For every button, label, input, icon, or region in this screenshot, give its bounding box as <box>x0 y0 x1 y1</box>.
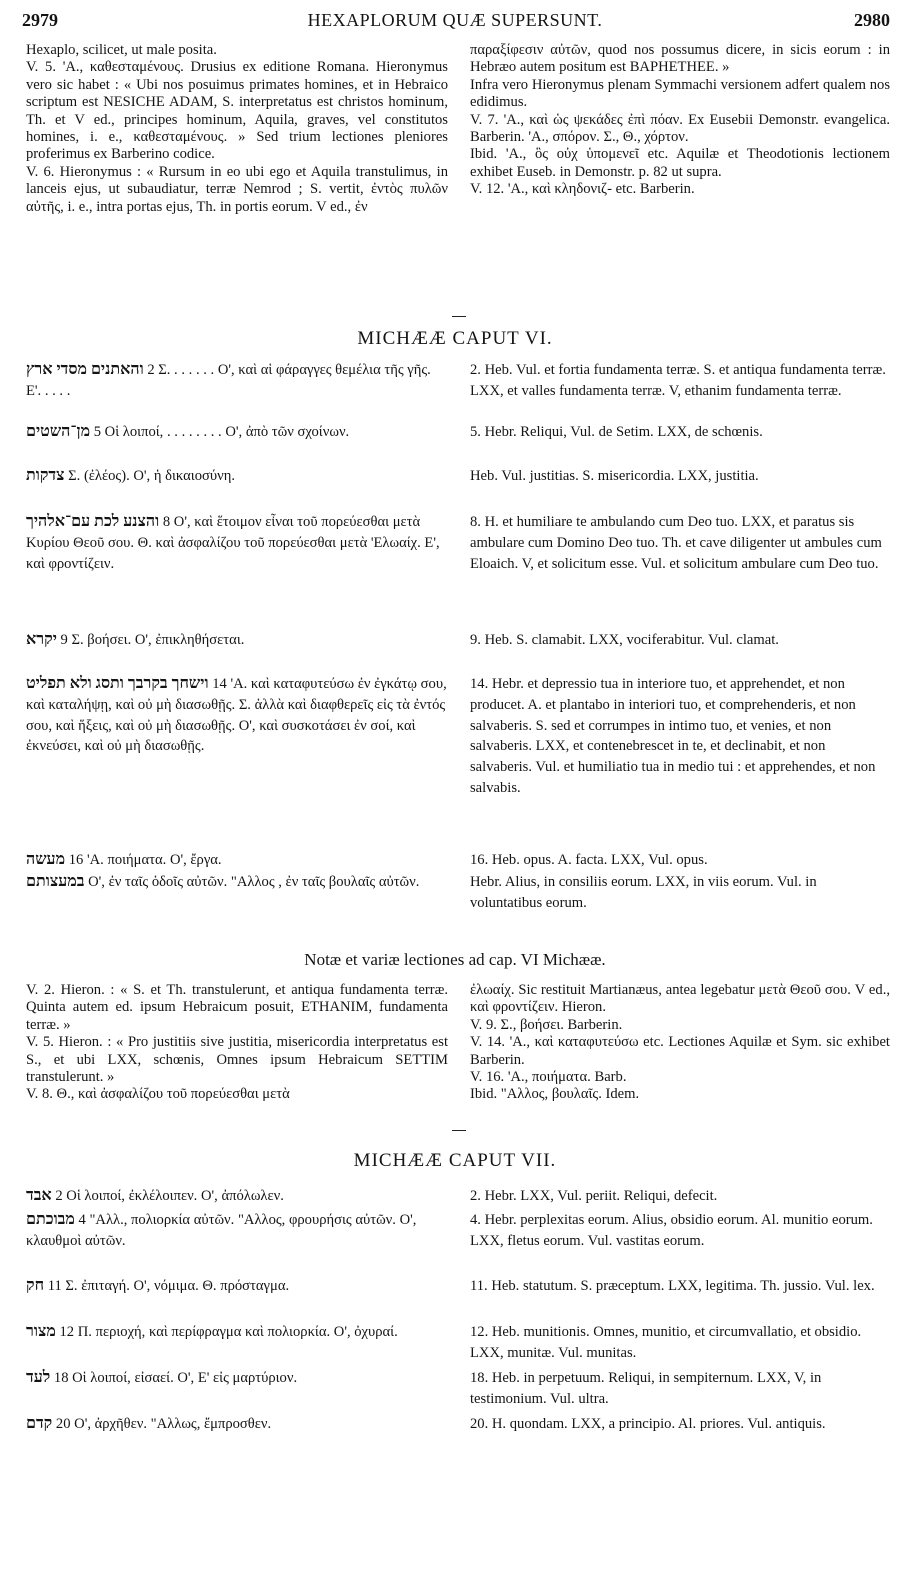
top-notes-right-column <box>470 42 890 199</box>
note-paragraph: V. 8. Θ., καὶ ἀσφαλίζου τοῦ πορεύεσθαι μετὰ <box>26 1086 290 1103</box>
latin-translation: 4. Hebr. perplexitas eorum. Alius, obsidio eorum. Al. munitio eorum. LXX, fletus eorum. Vul. vastitas eorum. <box>470 1212 873 1249</box>
entry-left <box>26 466 448 512</box>
separator-rule <box>452 316 466 317</box>
entry-left: והאתנים מסדי ארץ 2 Σ. . . . . . . O', καὶ αἱ φάραγγες θεμέλια τῆς γῆς. E'. . . . . <box>26 361 431 399</box>
page-number-left: 2979 <box>22 10 58 30</box>
greek-versions: Σ. βοήσει. O', ἐπικληθήσεται. <box>71 632 245 648</box>
note-paragraph: Ibid. 'A., ὃς οὐχ ὑπομενεῖ etc. Aquilæ et Theodotionis lectionem exhibet Euseb. in Demonstr. p. 82 ut supra. <box>470 146 890 180</box>
greek-versions: Π. περιοχή, καὶ περίφραγμα καὶ πολιορκία. O', ὀχυραί. <box>77 1324 398 1340</box>
entry-left: יקרא 9 Σ. βοήσει. O', ἐπικληθήσεται. <box>26 631 245 648</box>
entry-left: וישחך בקרבך ותסג ולא תפליט 14 'A. καὶ καταφυτεύσω ἐν ἐγκάτῳ σου, καὶ καταλήψῃ, καὶ οὐ μὴ διασωθῇς. Σ. ἀλλὰ καὶ διαφθερεῖς εἰς τὰ ἐντός σου, καὶ ἥξεις, καὶ οὐ μὴ διασωθῇς. O', καὶ συσκοτάσει ἐν σοί, καὶ ἐκνεύσει, καὶ οὐ μὴ διασωθῇς. <box>26 675 447 755</box>
hebrew-lemma: והצנע לכת עם־אלהיך <box>26 513 160 530</box>
note-paragraph: ἐλωαίχ. Sic restituit Martianæus, antea legebatur μετὰ Θεοῦ σου. V ed., καὶ φροντίζειν. Hieron. <box>470 982 890 1016</box>
note-paragraph: V. 7. 'A., καὶ ὡς ψεκάδες ἐπὶ πόαν. Ex Eusebii Demonstr. evangelica. Barberin. 'A., σπόρον. Σ., Θ., χόρτον. <box>470 111 890 146</box>
latin-translation: 11. Heb. statutum. S. præceptum. LXX, legitima. Th. jussio. Vul. lex. <box>470 1278 875 1294</box>
latin-translation: 9. Heb. S. clamabit. LXX, vociferabitur. Vul. clamat. <box>470 632 779 648</box>
notes-heading: Notæ et variæ lectiones ad cap. VI Michææ. <box>304 950 606 969</box>
note-paragraph: V. 14. 'A., καὶ καταφυτεύσω etc. Lectiones Aquilæ et Sym. sic exhibet Barberin. <box>470 1034 890 1068</box>
greek-versions: O', καὶ ἕτοιμον εἶναι τοῦ πορεύεσθαι μετὰ Κυρίου Θεοῦ σου. Θ. καὶ ἀσφαλίζου τοῦ πορεύεσθαι μετὰ 'Ελωαίχ. E', καὶ φροντίζειν. <box>26 514 440 572</box>
notes-6-left-column <box>26 982 448 1104</box>
note-paragraph: V. 6. Hieronymus : « Rursum in eo ubi ego et Aquila transtulimus, in lanceis ejus, ut subaudiatur, terræ Nemrod ; S. vertit, ἐντὸς πυλῶν αὐτῆς, i. e., intra portas ejus, Th. in portis eorum. V ed., ἐν <box>26 163 448 215</box>
note-paragraph: V. 5. Hieron. : « Pro justitiis sive justitia, misericordia interpretatus est S., et ubi LXX, schœnis, Omnes ipsum Hebraicum SETTIM transtulerunt. » <box>26 1034 448 1086</box>
running-header <box>18 4 892 34</box>
hebrew-lemma: מן־השטים <box>26 423 91 440</box>
note-paragraph: παραξίφεσιν αὐτῶν, quod nos possumus dicere, in sicis eorum : in Hebræo autem positum est BAPHETHEE. » <box>470 42 890 76</box>
hebrew-lemma: והאתנים מסדי ארץ <box>26 361 144 378</box>
greek-versions: O', ἀρχῆθεν. "Aλλως, ἔμπροσθεν. <box>74 1416 272 1432</box>
note-paragraph: Ibid. "Aλλος, βουλαῖς. Idem. <box>470 1086 640 1103</box>
chapter-7-left-entries <box>26 1186 448 1460</box>
hebrew-lemma: קדם <box>26 1415 53 1432</box>
entry-left: חק 11 Σ. ἐπιταγή. O', νόμιμα. Θ. πρόσταγμα. <box>26 1277 290 1294</box>
latin-translation: 16. Heb. opus. A. facta. LXX, Vul. opus. <box>470 852 708 868</box>
entry-left: מן־השטים 5 Oἱ λοιποί, . . . . . . . . O', ἀπὸ τῶν σχοίνων. <box>26 423 350 440</box>
chapter-heading: MICHÆÆ CAPUT VI. <box>357 328 553 349</box>
greek-versions: Oἱ λοιποί, εἰσαεί. O', E' εἰς μαρτύριον. <box>72 1370 298 1386</box>
note-paragraph: Hexaplo, scilicet, ut male posita. <box>26 42 217 58</box>
latin-translation: 18. Heb. in perpetuum. Reliqui, in sempiternum. LXX, V, in testimonium. Vul. ultra. <box>470 1370 822 1407</box>
notes-6-right-column <box>470 982 890 1104</box>
greek-versions: Σ. ἐπιταγή. O', νόμιμα. Θ. πρόσταγμα. <box>65 1278 290 1294</box>
note-paragraph: Infra vero Hieronymus plenam Symmachi versionem adfert qualem nos edidimus. <box>470 76 890 111</box>
greek-versions: Σ. . . . . . . O', καὶ αἱ φάραγγες θεμέλια τῆς γῆς. E'. . . . . <box>26 362 431 399</box>
entry-left: קדם 20 O', ἀρχῆθεν. "Aλλως, ἔμπροσθεν. <box>26 1415 272 1432</box>
greek-versions: 'A. ποιήματα. O', ἔργα. <box>86 852 222 868</box>
running-title: HEXAPLORUM QUÆ SUPERSUNT. <box>307 10 603 30</box>
entry-left: מצור 12 Π. περιοχή, καὶ περίφραγμα καὶ πολιορκία. O', ὀχυραί. <box>26 1323 398 1340</box>
chapter-7-right-entries <box>470 1186 890 1460</box>
chapter-6-right-entries <box>470 360 890 916</box>
latin-translation: 5. Hebr. Reliqui, Vul. de Setim. LXX, de schœnis. <box>470 424 763 440</box>
entry-left: לעד 18 Oἱ λοιποί, εἰσαεί. O', E' εἰς μαρτύριον. <box>26 1369 298 1386</box>
hebrew-lemma: מצור <box>26 1323 56 1340</box>
hebrew-lemma: במעצותם <box>26 873 85 890</box>
note-paragraph: V. 9. Σ., βοήσει. Barberin. <box>470 1016 623 1033</box>
latin-translation: 8. H. et humiliare te ambulando cum Deo tuo. LXX, et paratus sis ambulare cum Domino Deo tuo. Th. et cave diligenter ut ambules cum Eloaich. V, et solicitum esse. Vul. et solicitum ambulare cum Deo tuo. <box>470 514 882 572</box>
entry-left: מעשה 16 'A. ποιήματα. O', ἔργα. <box>26 851 222 868</box>
entry-left: מבוכתם 4 "Aλλ., πολιορκία αὐτῶν. "Aλλος, φρουρήσις αὐτῶν. O', κλαυθμοὶ αὐτῶν. <box>26 1211 417 1249</box>
chapter-heading: MICHÆÆ CAPUT VII. <box>353 1150 557 1171</box>
latin-translation: 14. Hebr. et depressio tua in interiore tuo, et apprehendet, et non producet. A. et plantabo in interiori tuo, et comprehenderis, et non salvaberis. S. sed et corrumpes in intimo tuo, et venies, et non salvaberis. LXX, et contenebrescet in te, et declinabit, et non salvaberis. Vul. et humiliatio tua in medio tui : et apprehendes, et non salvabis. <box>470 676 876 796</box>
greek-versions: Oἱ λοιποί, ἐκλέλοιπεν. O', ἀπόλωλεν. <box>66 1188 284 1204</box>
note-paragraph: V. 16. 'A., ποιήματα. Barb. <box>470 1069 627 1086</box>
latin-translation: 12. Heb. munitionis. Omnes, munitio, et circumvallatio, et obsidio. LXX, munitæ. Vul. munitas. <box>470 1324 862 1361</box>
chapter-6-left-entries <box>26 360 448 916</box>
greek-versions: 'A. καὶ καταφυτεύσω ἐν ἐγκάτῳ σου, καὶ καταλήψῃ, καὶ οὐ μὴ διασωθῇς. Σ. ἀλλὰ καὶ διαφθερεῖς εἰς τὰ ἐντός σου, καὶ ἥξεις, καὶ οὐ μὴ διασωθῇς. O', καὶ συσκοτάσει ἐν σοί, καὶ ἐκνεύσει, καὶ οὐ μὴ διασωθῇς. <box>26 676 447 755</box>
note-paragraph: V. 12. 'A., καὶ κληδονιζ- etc. Barberin. <box>470 181 695 198</box>
hebrew-lemma: לעד <box>26 1369 51 1386</box>
greek-versions: Σ. (ἐλέος). O', ἡ δικαιοσύνη. <box>68 468 235 484</box>
page-number-right: 2980 <box>854 10 890 30</box>
note-paragraph: V. 5. 'A., καθεσταμένους. Drusius ex editione Romana. Hieronymus vero sic habet : « Ubi nos posuimus primates homines, et in Hebraico scriptum est NESICHE ADAM, S. interpretatus est christos hominum, Th. et V ed., principes hominum, Aquila, graves, vel constitutos homines, i. e., καθεσταμένους. » Sed trium lectiones pleniores proferimus ex Barberino codice. <box>26 59 448 163</box>
hebrew-lemma: אבד <box>26 1187 52 1204</box>
hebrew-lemma: צדקות <box>26 467 65 484</box>
hebrew-lemma: חק <box>26 1277 45 1294</box>
latin-translation: Hebr. Alius, in consiliis eorum. LXX, in viis eorum. Vul. in voluntatibus eorum. <box>470 874 817 911</box>
greek-versions: O', ἐν ταῖς ὁδοῖς αὐτῶν. "Aλλος , ἐν ταῖς βουλαῖς αὐτῶν. <box>88 874 420 890</box>
hebrew-lemma: מעשה <box>26 851 66 868</box>
greek-versions: Oἱ λοιποί, . . . . . . . . O', ἀπὸ τῶν σχοίνων. <box>104 424 350 440</box>
note-paragraph: V. 2. Hieron. : « S. et Th. transtulerunt, et antiqua fundamenta terræ. Quinta autem ed. ipsum Hebraicum posuit, ETHANIM, fundamenta terræ. » <box>26 982 448 1033</box>
latin-translation: Heb. Vul. justitias. S. misericordia. LXX, justitia. <box>470 468 759 484</box>
latin-translation: 20. H. quondam. LXX, a principio. Al. priores. Vul. antiquis. <box>470 1416 826 1432</box>
entry-left: אבד 2 Oἱ λοιποί, ἐκλέλοιπεν. O', ἀπόλωλεν. <box>26 1187 284 1204</box>
latin-translation: 2. Hebr. LXX, Vul. periit. Reliqui, defecit. <box>470 1188 718 1204</box>
separator-rule <box>452 1130 466 1131</box>
entry-left: והצנע לכת עם־אלהיך 8 O', καὶ ἕτοιμον εἶναι τοῦ πορεύεσθαι μετὰ Κυρίου Θεοῦ σου. Θ. καὶ ἀσφαλίζου τοῦ πορεύεσθαι μετὰ 'Ελωαίχ. E', καὶ φροντίζειν. <box>26 513 440 572</box>
top-notes-left-column <box>26 42 448 216</box>
hebrew-lemma: יקרא <box>26 631 57 648</box>
latin-translation: 2. Heb. Vul. et fortia fundamenta terræ. S. et antiqua fundamenta terræ. LXX, et valles fundamenta terræ. V, ethanim fundamenta terræ. <box>470 362 886 399</box>
entry-left <box>26 872 448 916</box>
greek-versions: "Aλλ., πολιορκία αὐτῶν. "Aλλος, φρουρήσις αὐτῶν. O', κλαυθμοὶ αὐτῶν. <box>26 1212 417 1249</box>
hebrew-lemma: מבוכתם <box>26 1211 75 1228</box>
hebrew-lemma: וישחך בקרבך ותסג ולא תפליט <box>26 675 209 692</box>
